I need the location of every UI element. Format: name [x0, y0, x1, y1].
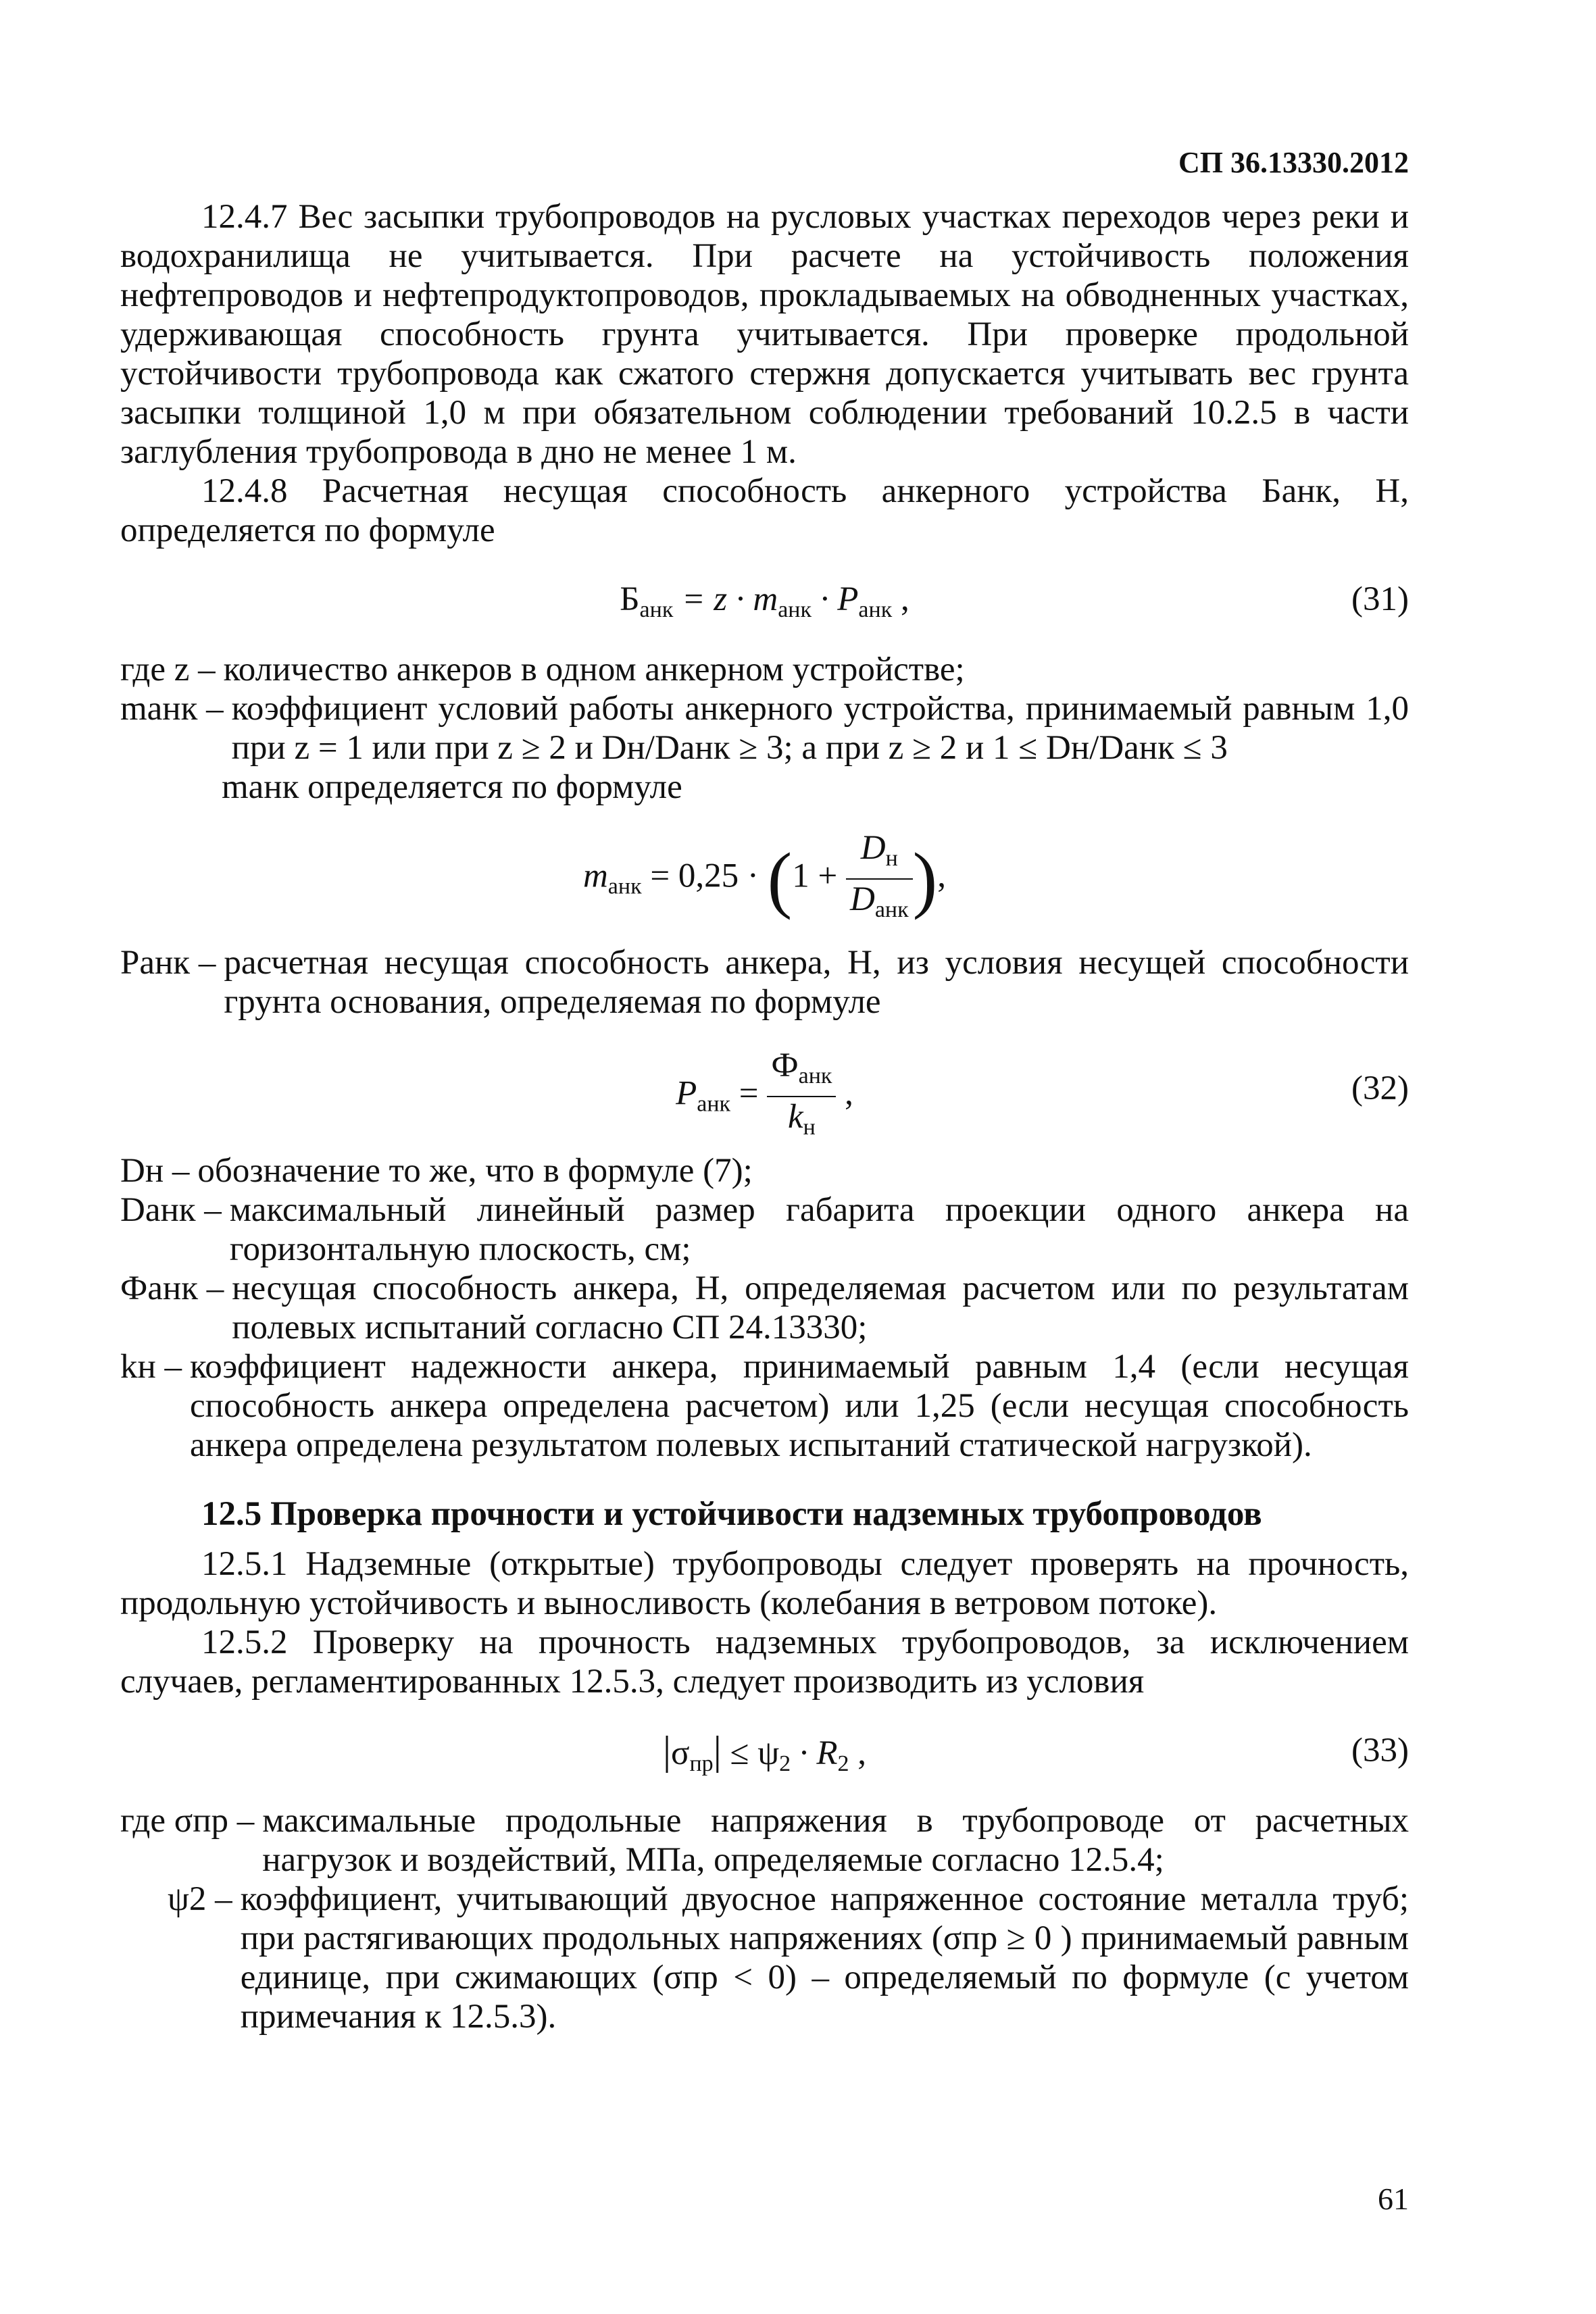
formula-33-number: (33): [1351, 1732, 1409, 1769]
paragraph-12-4-8: 12.4.8 Расчетная несущая способность анкерного устройства Банк, Н, определяется по формуле: [120, 472, 1409, 549]
formula-33: [120, 1716, 1409, 1794]
definition-sigma-pr: где σпр – максимальные продольные напряжения в трубопроводе от расчетных нагрузок и воздействий, МПа, определяемые согласно 12.5.4;: [120, 1802, 1409, 1879]
abs-bar-right: |: [713, 1728, 722, 1773]
definition-dn: Dн – обозначение то же, что в формуле (7);: [120, 1152, 753, 1190]
definition-kn: kн – коэффициент надежности анкера, принимаемый равным 1,4 (если несущая способность анкера определена расчетом) или 1,25 (если несущая способность анкера определена результатом полевых испытаний статической нагрузкой).: [120, 1348, 1409, 1464]
formula-32-number: (32): [1351, 1070, 1409, 1107]
document-body: [120, 197, 1409, 2036]
formula-31-number: (31): [1351, 580, 1409, 618]
paragraph-12-5-1: 12.5.1 Надземные (открытые) трубопроводы следует проверять на прочность, продольную устойчивость и выносливость (колебания в ветровом потоке).: [120, 1545, 1409, 1622]
left-paren: (: [767, 838, 793, 920]
formula-31-body: $Б_{анк} = z \cdot m_{анк} \cdot P_{анк}$ ,: [620, 580, 909, 622]
right-paren: ): [912, 838, 938, 920]
abs-bar-left: |: [662, 1728, 671, 1773]
page-number: 61: [1378, 2182, 1409, 2216]
definition-d-ank: Dанк – максимальный линейный размер габарита проекции одного анкера на горизонтальную плоскость, см;: [120, 1191, 1409, 1268]
formula-m-ank: [120, 822, 1409, 936]
definition-z: где z – количество анкеров в одном анкерном устройстве;: [120, 651, 965, 688]
section-heading-12-5: 12.5 Проверка прочности и устойчивости надземных трубопроводов: [201, 1495, 1262, 1533]
definition-m-ank: mанк – коэффициент условий работы анкерного устройства, принимаемый равным 1,0 при z = 1 или при z ≥ 2 и Dн/Dанк ≥ 3; а при z ≥ 2 и 1 ≤ Dн/Dанк ≤ 3: [120, 690, 1409, 767]
definition-p-ank: Pанк – расчетная несущая способность анкера, Н, из условия несущей способности грунта основания, определяемая по формуле: [120, 944, 1409, 1021]
fraction-f-k: $\frac{Ф_{анк}}{k_н}$: [767, 1046, 836, 1147]
formula-33-body: $|\sigma_{пр}| \le \psi_2 \cdot R_2$ ,: [662, 1728, 867, 1776]
fraction-dn-dank: $\frac{D_н}{D_{анк}}$: [846, 828, 913, 930]
formula-31: [120, 565, 1409, 643]
formula-m-ank-body: $m_{анк} = 0,25 \cdot (1$ + $\frac{D_н}{D_{анк}}$ ),: [120, 828, 1409, 930]
paragraph-12-4-7: 12.4.7 Вес засыпки трубопроводов на русловых участках переходов через реки и водохранилища не учитывается. При расчете на устойчивость положения нефтепроводов и нефтепродуктопроводов, прокладываемых на обводненных участках, удерживающая способность грунта учитывается. При проверке продольной устойчивости трубопровода как сжатого стержня допускается учитывать вес грунта засыпки толщиной 1,0 м при обязательном соблюдении требований 10.2.5 в части заглубления трубопровода в дно не менее 1 м.: [120, 198, 1409, 471]
formula-32: [120, 1036, 1409, 1145]
definition-f-ank: Фанк – несущая способность анкера, Н, определяемая расчетом или по результатам полевых испытаний согласно СП 24.13330;: [120, 1269, 1409, 1347]
definition-psi2: ψ2 – коэффициент, учитывающий двуосное напряженное состояние металла труб; при растягивающих продольных напряжениях (σпр ≥ 0 ) принимаемый равным единице, при сжимающих (σпр < 0) – определяемый по формуле (с учетом примечания к 12.5.3).: [168, 1880, 1409, 2036]
definition-m-ank-continuation: mанк определяется по формуле: [222, 768, 682, 806]
paragraph-12-5-2: 12.5.2 Проверку на прочность надземных трубопроводов, за исключением случаев, регламентированных 12.5.3, следует производить из условия: [120, 1624, 1409, 1701]
document-header: СП 36.13330.2012: [1178, 146, 1409, 179]
formula-32-body: $P_{анк}$ = $\frac{Ф_{анк}}{k_н}$ ,: [120, 1046, 1409, 1147]
